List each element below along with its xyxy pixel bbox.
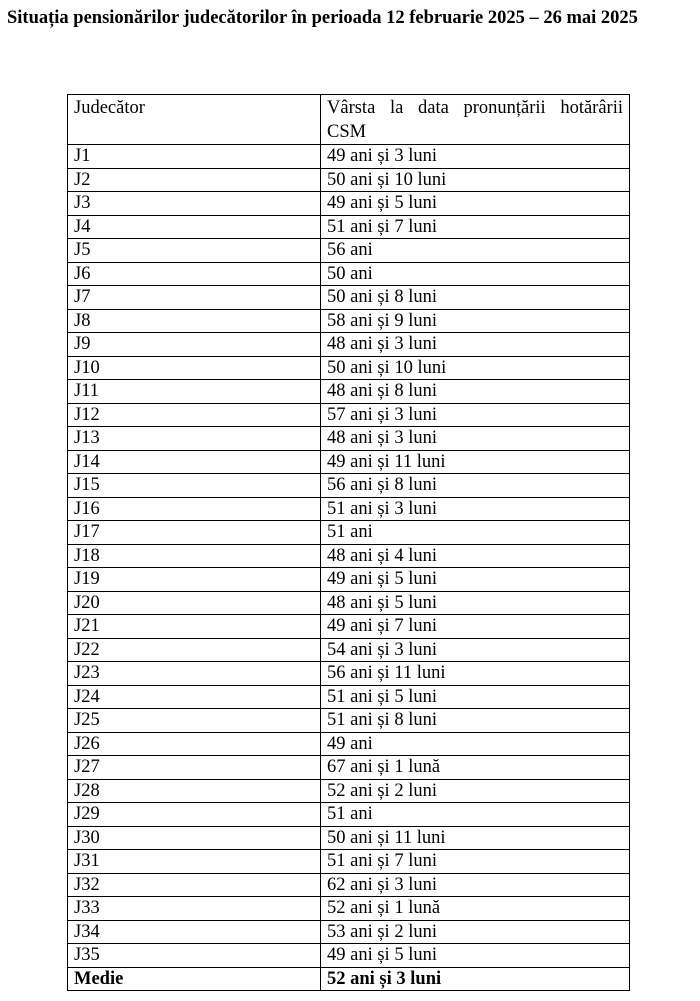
judge-cell: J6 (68, 262, 321, 286)
document-title: Situația pensionărilor judecătorilor în perioada 12 februarie 2025 – 26 mai 2025 (7, 8, 638, 28)
judge-cell: J18 (68, 544, 321, 568)
judge-cell: J17 (68, 521, 321, 545)
judge-cell: J29 (68, 803, 321, 827)
judge-cell: J4 (68, 215, 321, 239)
age-cell: 49 ani și 5 luni (321, 944, 630, 968)
table-row (68, 215, 630, 239)
judge-cell: J7 (68, 286, 321, 310)
judge-cell: J31 (68, 850, 321, 874)
judge-cell: J19 (68, 568, 321, 592)
judge-cell: J15 (68, 474, 321, 498)
age-column-header: Vârsta la data pronunțării hotărârii CSM (321, 95, 630, 145)
table-header-row (68, 95, 630, 145)
table-body (68, 145, 630, 968)
table-row (68, 779, 630, 803)
age-cell: 48 ani și 8 luni (321, 380, 630, 404)
age-cell: 49 ani și 11 luni (321, 450, 630, 474)
table-row (68, 192, 630, 216)
table-row (68, 262, 630, 286)
age-cell: 49 ani și 5 luni (321, 192, 630, 216)
age-cell: 48 ani și 3 luni (321, 333, 630, 357)
table-row (68, 685, 630, 709)
age-cell: 49 ani și 3 luni (321, 145, 630, 169)
age-cell: 52 ani și 2 luni (321, 779, 630, 803)
table-row (68, 521, 630, 545)
age-cell: 50 ani și 10 luni (321, 168, 630, 192)
judge-column-header: Judecător (68, 95, 321, 145)
average-row (68, 967, 630, 991)
age-cell: 49 ani și 5 luni (321, 568, 630, 592)
judge-cell: J34 (68, 920, 321, 944)
judge-cell: J21 (68, 615, 321, 639)
table-row (68, 568, 630, 592)
table-row (68, 803, 630, 827)
judge-cell: J16 (68, 497, 321, 521)
table-row (68, 333, 630, 357)
age-cell: 67 ani și 1 lună (321, 756, 630, 780)
table-row (68, 403, 630, 427)
age-cell: 56 ani (321, 239, 630, 263)
judge-cell: J3 (68, 192, 321, 216)
table-row (68, 873, 630, 897)
table-row (68, 544, 630, 568)
judge-cell: J26 (68, 732, 321, 756)
age-cell: 51 ani și 7 luni (321, 850, 630, 874)
judge-cell: J24 (68, 685, 321, 709)
judge-cell: J32 (68, 873, 321, 897)
judge-cell: J10 (68, 356, 321, 380)
judge-cell: J22 (68, 638, 321, 662)
table-row (68, 356, 630, 380)
table-row (68, 662, 630, 686)
table-row (68, 826, 630, 850)
age-cell: 49 ani și 7 luni (321, 615, 630, 639)
table-row (68, 732, 630, 756)
table-row (68, 239, 630, 263)
judge-cell: J14 (68, 450, 321, 474)
table-row (68, 168, 630, 192)
judge-cell: J11 (68, 380, 321, 404)
table-row (68, 427, 630, 451)
age-cell: 62 ani și 3 luni (321, 873, 630, 897)
age-cell: 48 ani și 3 luni (321, 427, 630, 451)
age-cell: 51 ani și 5 luni (321, 685, 630, 709)
judge-cell: J13 (68, 427, 321, 451)
judge-cell: J35 (68, 944, 321, 968)
judge-cell: J1 (68, 145, 321, 169)
age-cell: 53 ani și 2 luni (321, 920, 630, 944)
table-row (68, 380, 630, 404)
age-cell: 51 ani (321, 521, 630, 545)
age-cell: 56 ani și 8 luni (321, 474, 630, 498)
age-cell: 51 ani și 7 luni (321, 215, 630, 239)
judge-cell: J30 (68, 826, 321, 850)
table-row (68, 591, 630, 615)
age-cell: 51 ani și 3 luni (321, 497, 630, 521)
age-cell: 58 ani și 9 luni (321, 309, 630, 333)
judge-cell: J8 (68, 309, 321, 333)
table-row (68, 756, 630, 780)
table-row (68, 709, 630, 733)
table-row (68, 145, 630, 169)
age-cell: 50 ani și 8 luni (321, 286, 630, 310)
age-cell: 50 ani și 11 luni (321, 826, 630, 850)
judge-cell: J25 (68, 709, 321, 733)
table-row (68, 897, 630, 921)
age-cell: 52 ani și 1 lună (321, 897, 630, 921)
age-cell: 51 ani (321, 803, 630, 827)
judge-cell: J9 (68, 333, 321, 357)
judge-cell: J28 (68, 779, 321, 803)
age-cell: 51 ani și 8 luni (321, 709, 630, 733)
judge-cell: J2 (68, 168, 321, 192)
table-row (68, 920, 630, 944)
table-row (68, 850, 630, 874)
judge-cell: J23 (68, 662, 321, 686)
age-cell: 56 ani și 11 luni (321, 662, 630, 686)
age-cell: 48 ani și 5 luni (321, 591, 630, 615)
table-row (68, 309, 630, 333)
table-row (68, 286, 630, 310)
average-value: 52 ani și 3 luni (321, 967, 630, 991)
age-cell: 50 ani și 10 luni (321, 356, 630, 380)
table-row (68, 497, 630, 521)
age-cell: 48 ani și 4 luni (321, 544, 630, 568)
age-cell: 57 ani și 3 luni (321, 403, 630, 427)
table-row (68, 474, 630, 498)
age-cell: 49 ani (321, 732, 630, 756)
average-label: Medie (68, 967, 321, 991)
judge-cell: J27 (68, 756, 321, 780)
table-row (68, 638, 630, 662)
judge-cell: J5 (68, 239, 321, 263)
judge-cell: J12 (68, 403, 321, 427)
table-row (68, 615, 630, 639)
retirement-age-table (67, 94, 630, 991)
age-cell: 54 ani și 3 luni (321, 638, 630, 662)
table-row (68, 944, 630, 968)
table-row (68, 450, 630, 474)
judge-cell: J20 (68, 591, 321, 615)
age-cell: 50 ani (321, 262, 630, 286)
judge-cell: J33 (68, 897, 321, 921)
